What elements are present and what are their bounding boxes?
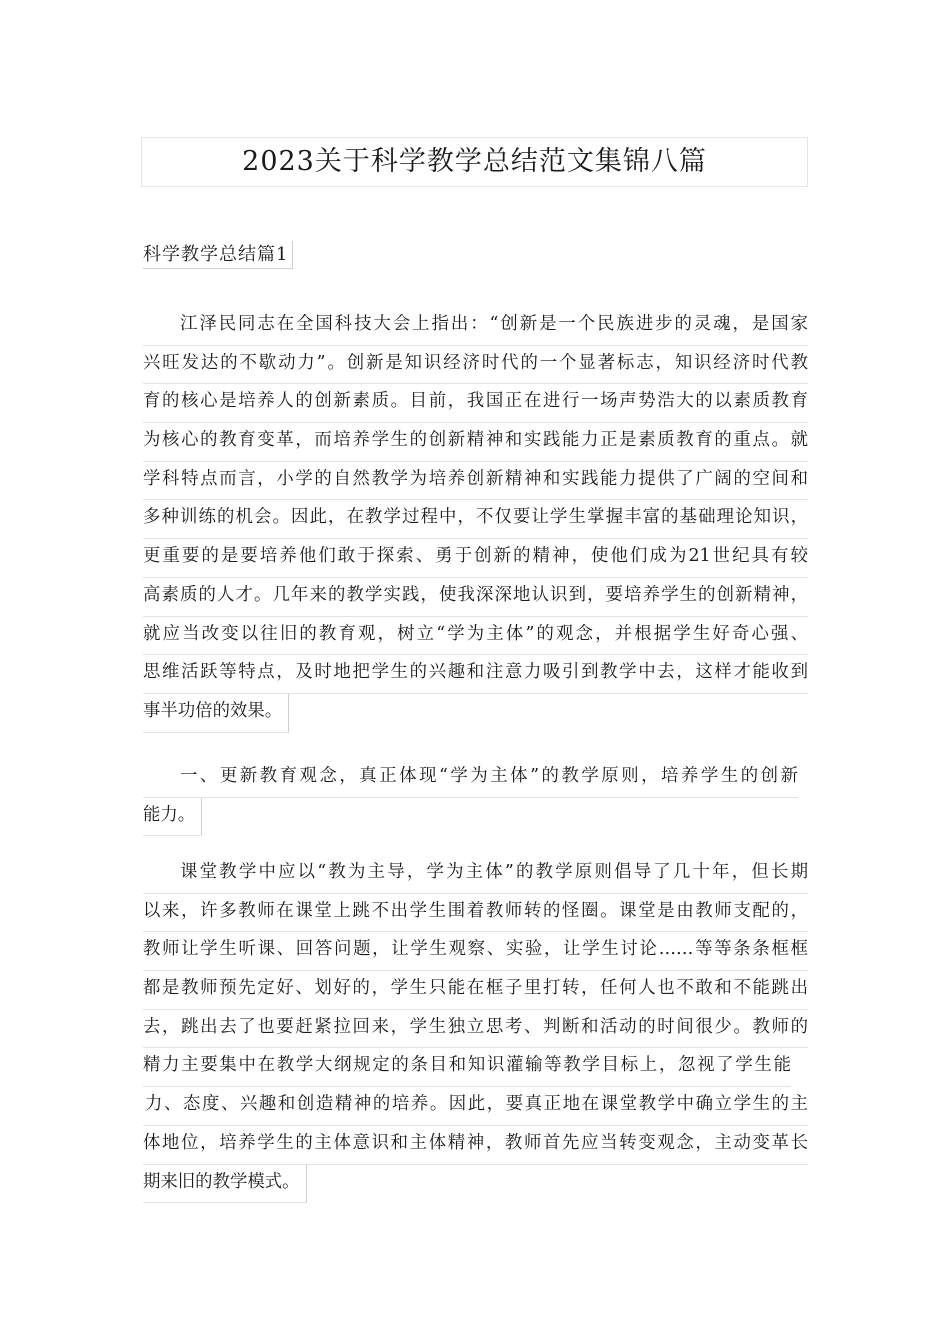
paragraph-line: 体地位，培养学生的主体意识和主体精神，教师首先应当转变观念，主动变革长 (143, 1126, 808, 1165)
paragraph-line: 育的核心是培养人的创新素质。目前，我国正在进行一场声势浩大的以素质教育 (143, 384, 808, 423)
paragraph-line: 多种训练的机会。因此，在教学过程中，不仅要让学生掌握丰富的基础理论知识， (143, 500, 808, 539)
paragraph-line: 兴旺发达的不歇动力”。创新是知识经济时代的一个显著标志，知识经济时代教 (143, 346, 808, 385)
paragraph-line: 事半功倍的效果。 (143, 694, 289, 733)
paragraph-line: 思维活跃等特点，及时地把学生的兴趣和注意力吸引到教学中去，这样才能收到 (143, 655, 808, 694)
paragraph-2 (143, 759, 808, 840)
paragraph-line: 精力主要集中在教学大纲规定的条目和知识灌输等教学目标上，忽视了学生能 (143, 1048, 791, 1087)
paragraph-line: 课堂教学中应以“教为主导，学为主体”的教学原则倡导了几十年，但长期 (143, 855, 808, 894)
paragraph-line: 教师让学生听课、回答问题，让学生观察、实验，让学生讨论……等等条条框框 (143, 932, 808, 971)
paragraph-1 (143, 307, 808, 737)
paragraph-line: 都是教师预先定好、划好的，学生只能在框子里打转，任何人也不敢和不能跳出 (143, 971, 808, 1010)
paragraph-line: 江泽民同志在全国科技大会上指出：“创新是一个民族进步的灵魂，是国家 (143, 307, 808, 346)
document-title: 2023关于科学教学总结范文集锦八篇 (141, 137, 808, 187)
paragraph-line: 以来，许多教师在课堂上跳不出学生围着教师转的怪圈。课堂是由教师支配的， (143, 894, 808, 933)
paragraph-3 (143, 855, 808, 1207)
paragraph-line: 为核心的教育变革，而培养学生的创新精神和实践能力正是素质教育的重点。就 (143, 423, 808, 462)
paragraph-line: 就应当改变以往旧的教育观，树立“学为主体”的观念，并根据学生好奇心强、 (143, 617, 808, 656)
paragraph-line: 去，跳出去了也要赶紧拉回来，学生独立思考、判断和活动的时间很少。教师的 (143, 1010, 808, 1049)
paragraph-line: 力、态度、兴趣和创造精神的培养。因此，要真正地在课堂教学中确立学生的主 (143, 1087, 808, 1126)
paragraph-line: 高素质的人才。几年来的教学实践，使我深深地认识到，要培养学生的创新精神， (143, 578, 808, 617)
paragraph-line: 期来旧的教学模式。 (143, 1165, 307, 1204)
paragraph-line: 学科特点而言，小学的自然教学为培养创新精神和实践能力提供了广阔的空间和 (143, 462, 808, 501)
paragraph-line: 一、更新教育观念，真正体现“学为主体”的教学原则，培养学生的创新 (143, 759, 798, 798)
paragraph-line: 更重要的是要培养他们敢于探索、勇于创新的精神，使他们成为21世纪具有较 (143, 539, 808, 578)
paragraph-line: 能力。 (143, 798, 202, 837)
section-heading: 科学教学总结篇1 (143, 241, 293, 269)
